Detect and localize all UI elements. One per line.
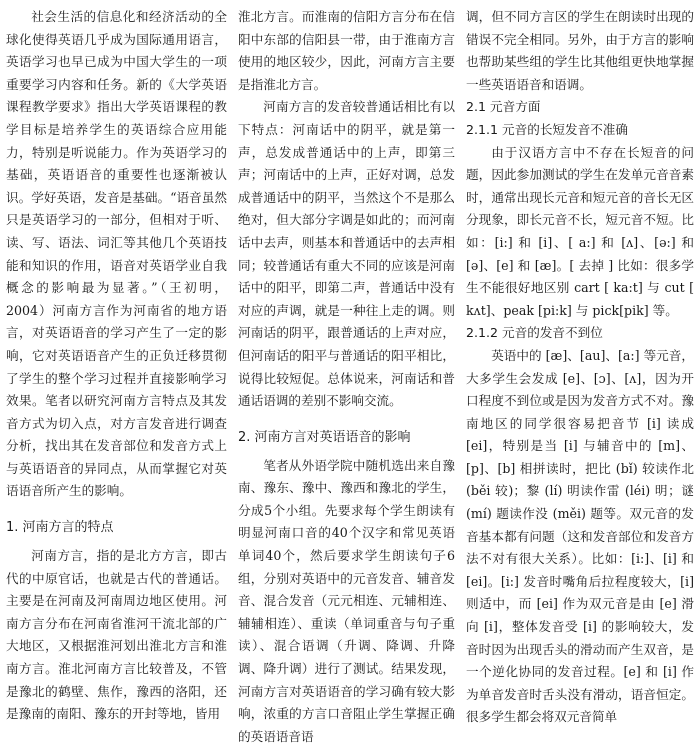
section-heading-2: 2. 河南方言对英语语音的影响 <box>238 429 411 445</box>
column-right <box>466 6 694 725</box>
continued-paragraph-2: 调，但不同方言区的学生在朗读时出现的错误不完全相同。另外，由于方言的影响也帮助某些组的学生比其他组更快地掌握一些英语语音和语调。 <box>466 9 694 92</box>
vowel-position-paragraph: 英语中的 [æ]、[au]、[a:] 等元音，大多学生会发成 [e]、[ɔ]、[ʌ]，因为开口程度不到位或是因为发音方式不对。豫南地区的同学很容易把音节 [i] 读成 [ei]，特别是当 [i] 与辅音中的 [m]、[p]、[b] 相拼读时，把比 (bǐ) 较读作北(běi 较)；黎 (lí) 明读作雷 (léi) 明；谜(mí) 题读作没 (měi) 题等。双元音的发音基本都有问题（这和发音部位和发音方法不对有很大关系）。比如：[i:]、[i] 和 [ei]。[i:] 发音时嘴角后拉程度较大，[i] 则适中，而 [ei] 作为双元音是由 [e] 滑向 [i]，整体发音受 [i] 的影响较大，发音时因为出现舌头的滑动而产生双音，是一个逆化协同的发音过程。[e] 和 [i] 作为单音发音时舌头没有滑动，语音恒定。很多学生都会将双元音简单 <box>466 347 694 725</box>
tone-paragraph: 河南方言的发音较普通话相比有以下特点：河南话中的阴平，就是第一声，总发成普通话中的上声，即第三声；河南话中的上声，正好对调，总发成普通话中的阴平，当然这个不是那么绝对，但大部分字调是如此的；而河南话中去声，则基本和普通话中的去声相同；较普通话有重大不同的应该是河南话中的阳平，即第二声，普通话中没有对应的声调，就是一种往上走的调。则河南话的阴平，跟普通话的上声对应，但河南话的阳平与普通话的阳平相比，说得比较短促。总体说来，河南话和普通话语调的差别不影响交流。 <box>238 99 455 409</box>
column-middle <box>238 6 455 744</box>
continued-paragraph: 淮北方言。而淮南的信阳方言分布在信阳中东部的信阳县一带，由于淮南方言使用的地区较少，因此，河南方言主要是指淮北方言。 <box>238 9 455 92</box>
subsection-heading-2-1: 2.1 元音方面 <box>466 99 541 115</box>
section-heading-1: 1. 河南方言的特点 <box>6 520 114 536</box>
intro-paragraph: 社会生活的信息化和经济活动的全球化使得英语几乎成为国际通用语言，英语学习也早已成为中国大学生的一项重要学习内容和任务。新的《大学英语课程教学要求》指出大学英语课程的教学目标是培养学生的英语综合应用能力，特别是听说能力。作为英语学习的基础，英语语音的重要性也逐渐被认识。学好英语，发音是基础。“语音虽然只是英语学习的一部分，但相对于听、读、写、语法、词汇等其他几个英语技能和知识的作用，语音对英语学业自我概念的影响最为显著。”（王初明，2004）河南方言作为河南省的地方语言，对英语语音的学习产生了一定的影响，它对英语语音产生的正负迁移贯彻了学生的整个学习过程并直接影响学习效果。笔者以研究河南方言特点及其发音方式为切入点，对方言发音进行调查分析，找出其在发音部位和发音方式上与英语语音的异同点，从而掌握它对英语语音所产生的影响。 <box>6 9 227 499</box>
subsection-heading-2-1-2: 2.1.2 元音的发音不到位 <box>466 325 603 341</box>
section-2-paragraph: 笔者从外语学院中随机选出来自豫南、豫东、豫中、豫西和豫北的学生，分成5个小组。先要求每个学生朗读有明显河南口音的40个汉字和常见英语单词40个，然后要求学生朗读句子6组，分别对英语中的元音发音、辅音发音、混合发音（元元相连、元辅相连、辅辅相连）、重读（单词重音与句子重读）、混合语调（升调、降调、升降调、降升调）进行了测试。结果发现，河南方言对英语语音的学习确有较大影响，浓重的方言口音阻止学生掌握正确的英语语音语 <box>238 457 455 744</box>
column-left <box>6 6 227 722</box>
vowel-length-paragraph: 由于汉语方言中不存在长短音的问题，因此参加测试的学生在发单元音音素时，通常出现长元音和短元音的音长无区分现象，即长元音不长，短元音不短。比如：[i:] 和 [i]、[ a:] 和 [ʌ]、[ə:] 和 [ə]、[e] 和 [æ]。[ 去掉 ] 比如：很多学生不能很好地区别 cart [ ka:t] 与 cut [ kʌt]、peak [pi:k] 与 pick[pik] 等。 <box>466 144 694 318</box>
subsection-heading-2-1-1: 2.1.1 元音的长短发音不准确 <box>466 121 628 137</box>
section-1-paragraph: 河南方言，指的是北方方言，即古代的中原官话，也就是古代的普通话。主要是在河南及河南周边地区使用。河南方言分布在河南省淮河干流北部的广大地区，又根据淮河划出淮北方言和淮南方言。淮北河南方言比较普及，不管是豫北的鹤壁、焦作，豫西的洛阳，还是豫南的南阳、豫东的开封等地，皆用 <box>6 548 227 722</box>
